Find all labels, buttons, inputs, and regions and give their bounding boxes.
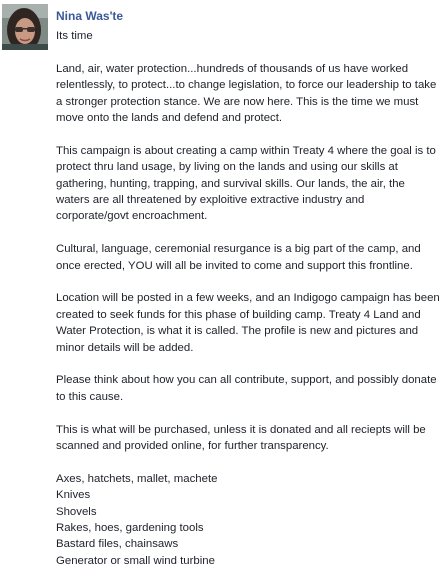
- post-body: [56, 28, 440, 569]
- post-paragraph: This is what will be purchased, unless it is donated and all reciepts will be scanned and provided online, for further transparency.: [56, 423, 426, 453]
- supply-list-item: Bastard files, chainsaws: [56, 538, 179, 551]
- post-paragraph: Please think about how you can all contribute, support, and possibly donate to this cause.: [56, 374, 437, 403]
- supply-list-item: Rakes, hoes, gardening tools: [56, 522, 204, 535]
- supply-list-item: Shovels: [56, 505, 97, 518]
- post-paragraph: Land, air, water protection...hundreds of thousands of us have worked relentlessly, to protect...to change legislation, to force our leadership to take a stronger protection stance. We are now here. This is the time we must move onto the lands and defend and protect.: [56, 62, 437, 125]
- post-paragraph: Cultural, language, ceremonial resurgance is a big part of the camp, and once erected, YOU will all be invited to come and support this frontline.: [56, 243, 421, 272]
- supply-list-item: Generator or small wind turbine: [56, 554, 215, 567]
- supply-list-item: Axes, hatchets, mallet, machete: [56, 472, 218, 485]
- author-name-link[interactable]: Nina Was'te: [56, 9, 124, 23]
- supply-list-item: Knives: [56, 489, 91, 502]
- supply-list: [56, 471, 440, 569]
- post-paragraph: This campaign is about creating a camp within Treaty 4 where the goal is to protect thru land usage, by living on the lands and using our skills at gathering, hunting, trapping, and survival skills. Our lands, the air, the waters are all threatened by exploitive extractive industry and corporate/govt encroachment.: [56, 144, 436, 223]
- profile-photo-icon: [2, 4, 48, 50]
- author-avatar[interactable]: [2, 4, 48, 50]
- post-paragraph: Location will be posted in a few weeks, and an Indigogo campaign has been created to seek funds for this phase of building camp. Treaty 4 Land and Water Protection, is what it is called. The profile is new and pictures and minor details will be added.: [56, 292, 440, 354]
- post-paragraph: Its time: [56, 30, 93, 42]
